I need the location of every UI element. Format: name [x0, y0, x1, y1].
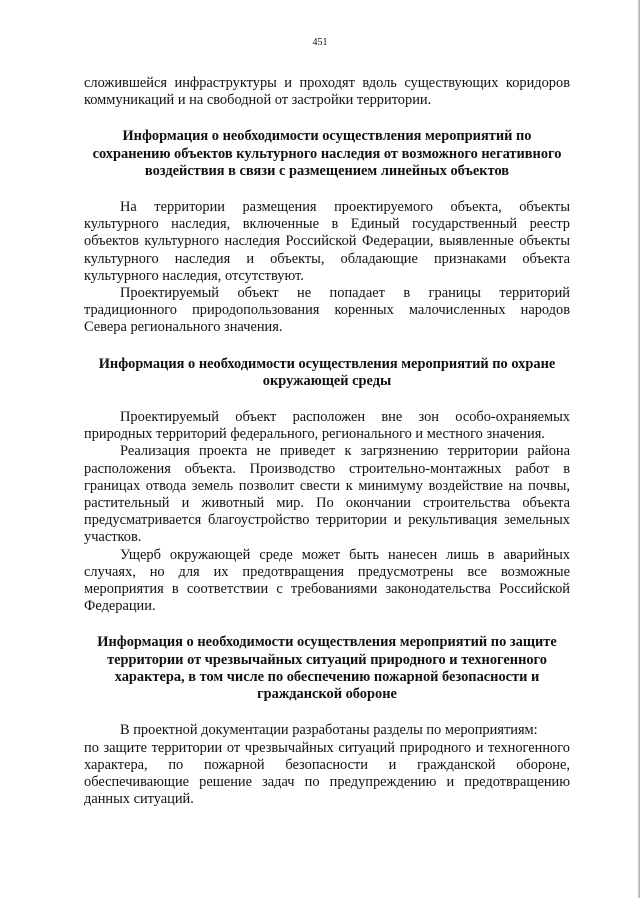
paragraph-cultural-heritage-1: На территории размещения проектируемого объекта, объекты культурного наследия, включенные в Единый государственный реестр объектов культурного наследия Российской Федерации, выявленные объекты культурного наследия и объекты, обладающие признаками объекта культурного наследия, отсутствуют. — [84, 199, 570, 284]
paragraph-cultural-heritage-2: Проектируемый объект не попадает в границы территорий традиционного природопользования коренных малочисленных народов Севера регионального значения. — [84, 285, 570, 336]
intro-paragraph: сложившейся инфраструктуры и проходят вдоль существующих коридоров коммуникаций и на свободной от застройки территории. — [84, 75, 570, 109]
paragraph-environment-1: Проектируемый объект расположен вне зон особо-охраняемых природных территорий федерального, регионального и местного значения. — [84, 409, 570, 443]
heading-cultural-heritage: Информация о необходимости осуществления мероприятий по сохранению объектов культурного наследия от возможного негативного воздействия в связи с размещением линейных объектов — [92, 128, 562, 179]
heading-emergency-protection: Информация о необходимости осуществления мероприятий по защите территории от чрезвычайных ситуаций природного и техногенного характера, в том числе по обеспечению пожарной безопасности и гражданской обороне — [97, 634, 557, 703]
page-number: 451 — [312, 37, 328, 48]
paragraph-emergency-2: по защите территории от чрезвычайных ситуаций природного и техногенного характера, по пожарной безопасности и гражданской обороне, обеспечивающие решение задач по предупреждению и предотвращению данных ситуаций. — [84, 739, 570, 808]
paragraph-environment-3: Ущерб окружающей среде может быть нанесен лишь в аварийных случаях, но для их предотвращения предусмотрены все возможные мероприятия в соответствии с требованиями законодательства Российской Федерации. — [84, 546, 570, 615]
heading-environmental-protection: Информация о необходимости осуществления мероприятий по охране окружающей среды — [98, 355, 556, 389]
paragraph-environment-2: Реализация проекта не приведет к загрязнению территории района расположения объекта. Производство строительно-монтажных работ в границах отвода земель позволит свести к минимуму воздействие на почвы, растительный и животный мир. По окончании строительства объекта предусматривается благоустройство территории и рекультивация земельных участков. — [84, 443, 570, 546]
page-content — [84, 75, 570, 808]
paragraph-emergency-1: В проектной документации разработаны разделы по мероприятиям: — [120, 722, 538, 739]
